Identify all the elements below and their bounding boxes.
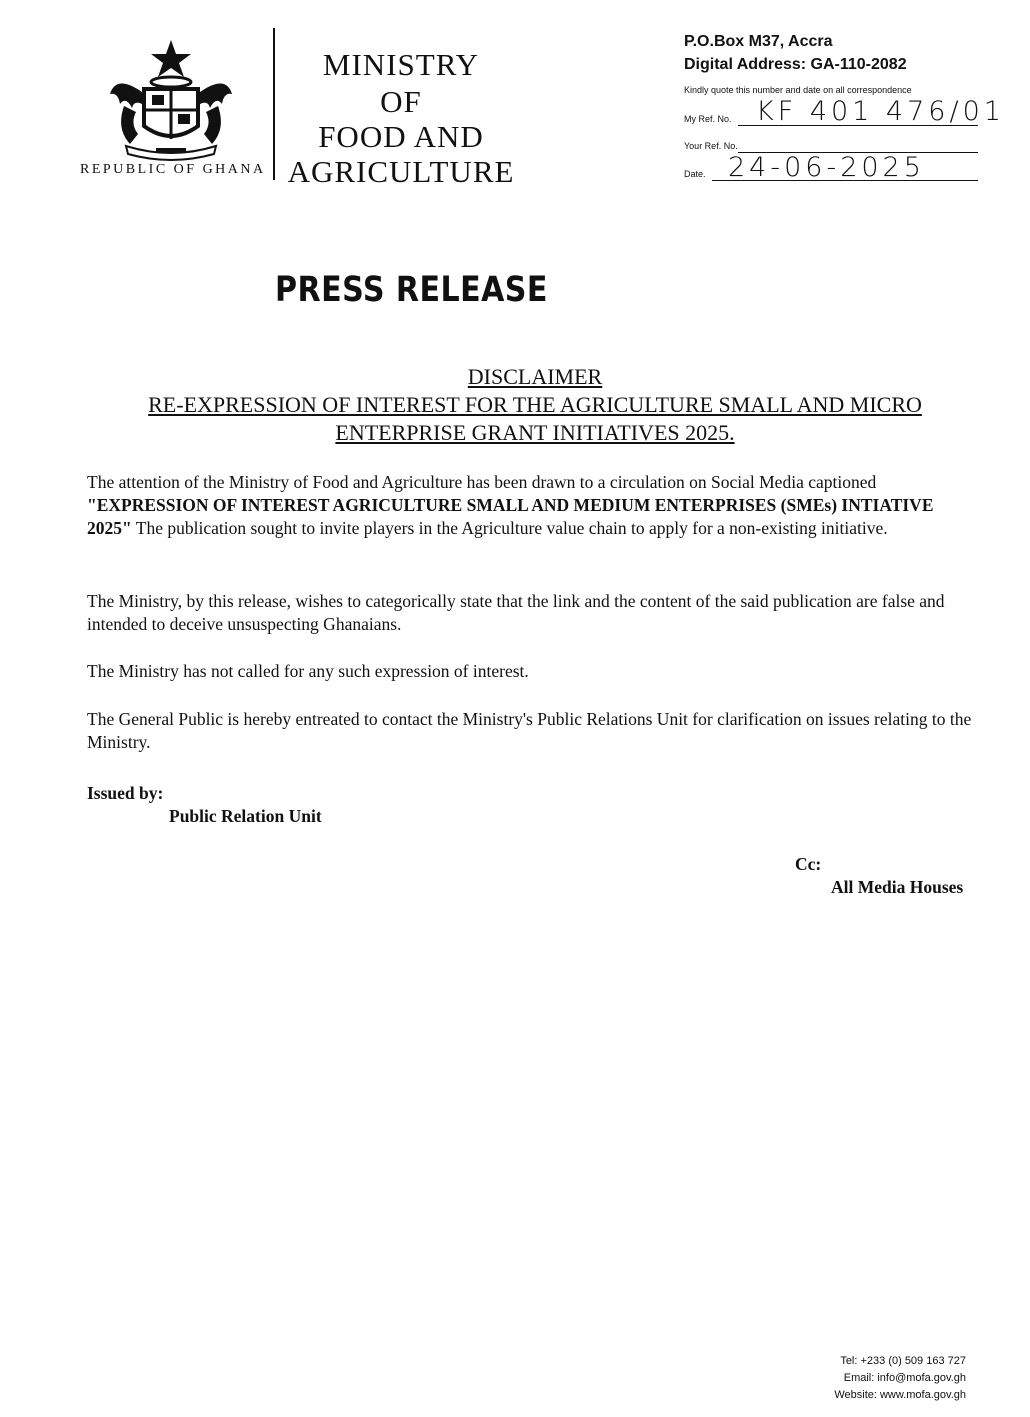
contact-email: Email: info@mofa.gov.gh [843,1372,966,1384]
paragraph-1-intro: The attention of the Ministry of Food and Agriculture has been drawn to a circulation on Social Media captioned [87,472,877,492]
date-handwritten-value: 24-06-2025 [728,152,925,183]
ministry-name-line-4: AGRICULTURE [287,154,515,189]
disclaimer-heading: DISCLAIMER [467,364,603,389]
paragraph-1-caption: "EXPRESSION OF INTEREST AGRICULTURE SMALL AND MEDIUM ENTERPRISES (SMEs) INTIATIVE 2025" [87,495,934,538]
republic-of-ghana-text: REPUBLIC OF GHANA [80,162,266,177]
paragraph-4: The General Public is hereby entreated to contact the Ministry's Public Relations Unit for clarification on issues relating to the Ministry. [87,709,972,752]
contact-tel: Tel: +233 (0) 509 163 727 [840,1355,966,1367]
contact-website: Website: www.mofa.gov.gh [834,1389,966,1401]
paragraph-1-end: The publication sought to invite players in the Agriculture value chain to apply for a non-existing initiative. [135,518,888,538]
po-box: P.O.Box M37, Accra [684,33,833,50]
subject-heading-line-2: ENTERPRISE GRANT INITIATIVES 2025. [335,420,735,445]
paragraph-1 [87,471,982,540]
paragraph-2: The Ministry, by this release, wishes to categorically state that the link and the content of the said publication are false and intended to deceive unsuspecting Ghanaians. [87,591,945,634]
subject-heading-line-1: RE-EXPRESSION OF INTEREST FOR THE AGRICULTURE SMALL AND MICRO [148,392,922,417]
my-ref-label: My Ref. No. [684,114,732,124]
ministry-name-line-3: FOOD AND [318,119,484,154]
paragraph-3: The Ministry has not called for any such expression of interest. [87,661,529,681]
quote-note: Kindly quote this number and date on all correspondence [684,85,912,95]
issued-by-label: Issued by: [87,783,164,803]
press-release-title: PRESS RELEASE [275,270,548,310]
digital-address: Digital Address: GA-110-2082 [684,56,907,73]
header-divider [273,28,275,180]
cc-recipients: All Media Houses [831,877,964,897]
star-icon [151,40,191,77]
date-label: Date. [684,169,706,179]
ministry-name-line-2: OF [380,84,422,119]
ministry-name-line-1: MINISTRY [322,47,480,82]
my-ref-handwritten-value: KF 401 476/01 [756,96,1005,127]
issuer-name: Public Relation Unit [169,806,322,826]
coat-of-arms-emblem [96,34,246,164]
cc-label: Cc: [795,854,822,874]
your-ref-label: Your Ref. No. [684,141,738,151]
